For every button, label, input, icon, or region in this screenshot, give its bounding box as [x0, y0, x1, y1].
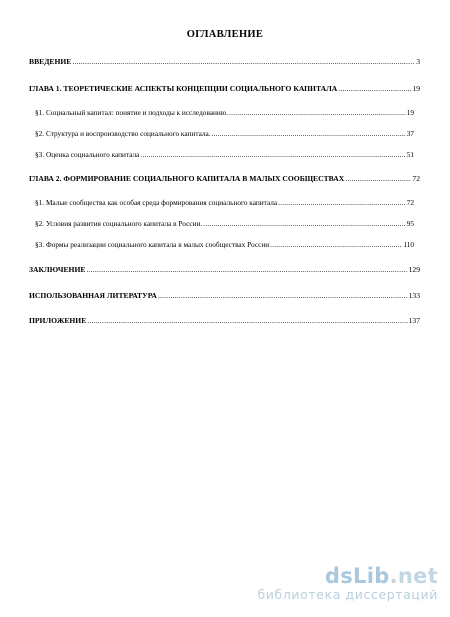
- toc-entry-page: 19: [412, 84, 420, 93]
- toc-entry-ch1-section-2[interactable]: [35, 129, 414, 139]
- toc-entry-page: 137: [408, 316, 420, 325]
- toc-entry-ch2-section-3[interactable]: [35, 240, 414, 250]
- toc-entry-title: ВВЕДЕНИЕ: [29, 57, 72, 66]
- watermark-logo-main: dsLib: [324, 564, 390, 588]
- toc-entry-title: ЗАКЛЮЧЕНИЕ: [29, 265, 86, 274]
- watermark-subtitle: библиотека диссертаций: [257, 587, 438, 602]
- toc-entry-references[interactable]: [29, 291, 420, 301]
- toc-entry-page: 95: [406, 219, 414, 228]
- toc-entry-introduction[interactable]: [29, 57, 420, 67]
- toc-entry-title: §3. Формы реализации социального капитала в малых сообществах России: [35, 240, 270, 249]
- toc-entry-conclusion[interactable]: [29, 265, 420, 275]
- toc-leader-dots: [87, 316, 407, 326]
- toc-leader-dots: [270, 240, 402, 250]
- toc-entry-chapter-2[interactable]: [29, 174, 420, 184]
- toc-leader-dots: [72, 57, 415, 67]
- toc-entry-title: §2. Условия развития социального капитала в России.: [35, 219, 203, 228]
- toc-entry-appendix[interactable]: [29, 316, 420, 326]
- toc-entry-page: 37: [406, 129, 414, 138]
- toc-leader-dots: [229, 108, 406, 118]
- toc-entry-title: ГЛАВА 2. ФОРМИРОВАНИЕ СОЦИАЛЬНОГО КАПИТАЛА В МАЛЫХ СООБЩЕСТВАХ: [29, 174, 345, 183]
- toc-entry-page: 72: [406, 198, 414, 207]
- toc-entry-title: §2. Структура и воспроизводство социального капитала.: [35, 129, 211, 138]
- toc-entry-title: ГЛАВА 1. ТЕОРЕТИЧЕСКИЕ АСПЕКТЫ КОНЦЕПЦИИ СОЦИАЛЬНОГО КАПИТАЛА: [29, 84, 338, 93]
- watermark: [258, 565, 439, 602]
- toc-entry-title: ПРИЛОЖЕНИЕ: [29, 316, 87, 325]
- toc-entry-page: 19: [406, 108, 414, 117]
- toc-entry-page: 72: [412, 174, 420, 183]
- toc-entry-page: 110: [403, 240, 414, 249]
- watermark-logo-tld: .net: [389, 564, 438, 588]
- toc-entry-page: 3: [416, 57, 420, 66]
- toc-entry-ch1-section-3[interactable]: [35, 150, 414, 160]
- toc-entry-ch1-section-1[interactable]: [35, 108, 414, 118]
- toc-entry-title: §3. Оценка социального капитала: [35, 150, 140, 159]
- toc-entry-title: ИСПОЛЬЗОВАННАЯ ЛИТЕРАТУРА: [29, 291, 157, 300]
- toc-entry-chapter-1[interactable]: [29, 84, 420, 94]
- page-title: ОГЛАВЛЕНИЕ: [186, 29, 264, 40]
- toc-leader-dots: [338, 84, 411, 94]
- toc-leader-dots: [345, 174, 411, 184]
- toc-leader-dots: [86, 265, 407, 275]
- toc-entry-page: 129: [408, 265, 420, 274]
- toc-leader-dots: [203, 219, 405, 229]
- watermark-logo: [258, 565, 439, 587]
- toc-leader-dots: [158, 291, 408, 301]
- toc-entry-page: 51: [406, 150, 414, 159]
- toc-entry-title: §1. Малые сообщества как особая среда формирования социального капитала: [35, 198, 278, 207]
- toc-leader-dots: [278, 198, 406, 208]
- toc-entry-ch2-section-1[interactable]: [35, 198, 414, 208]
- toc-entry-title: §1. Социальный капитал: понятие и подходы к исследованию.: [35, 108, 229, 117]
- toc-entry-ch2-section-2[interactable]: [35, 219, 414, 229]
- toc-entry-page: 133: [408, 291, 420, 300]
- toc-leader-dots: [212, 129, 406, 139]
- toc-leader-dots: [140, 150, 405, 160]
